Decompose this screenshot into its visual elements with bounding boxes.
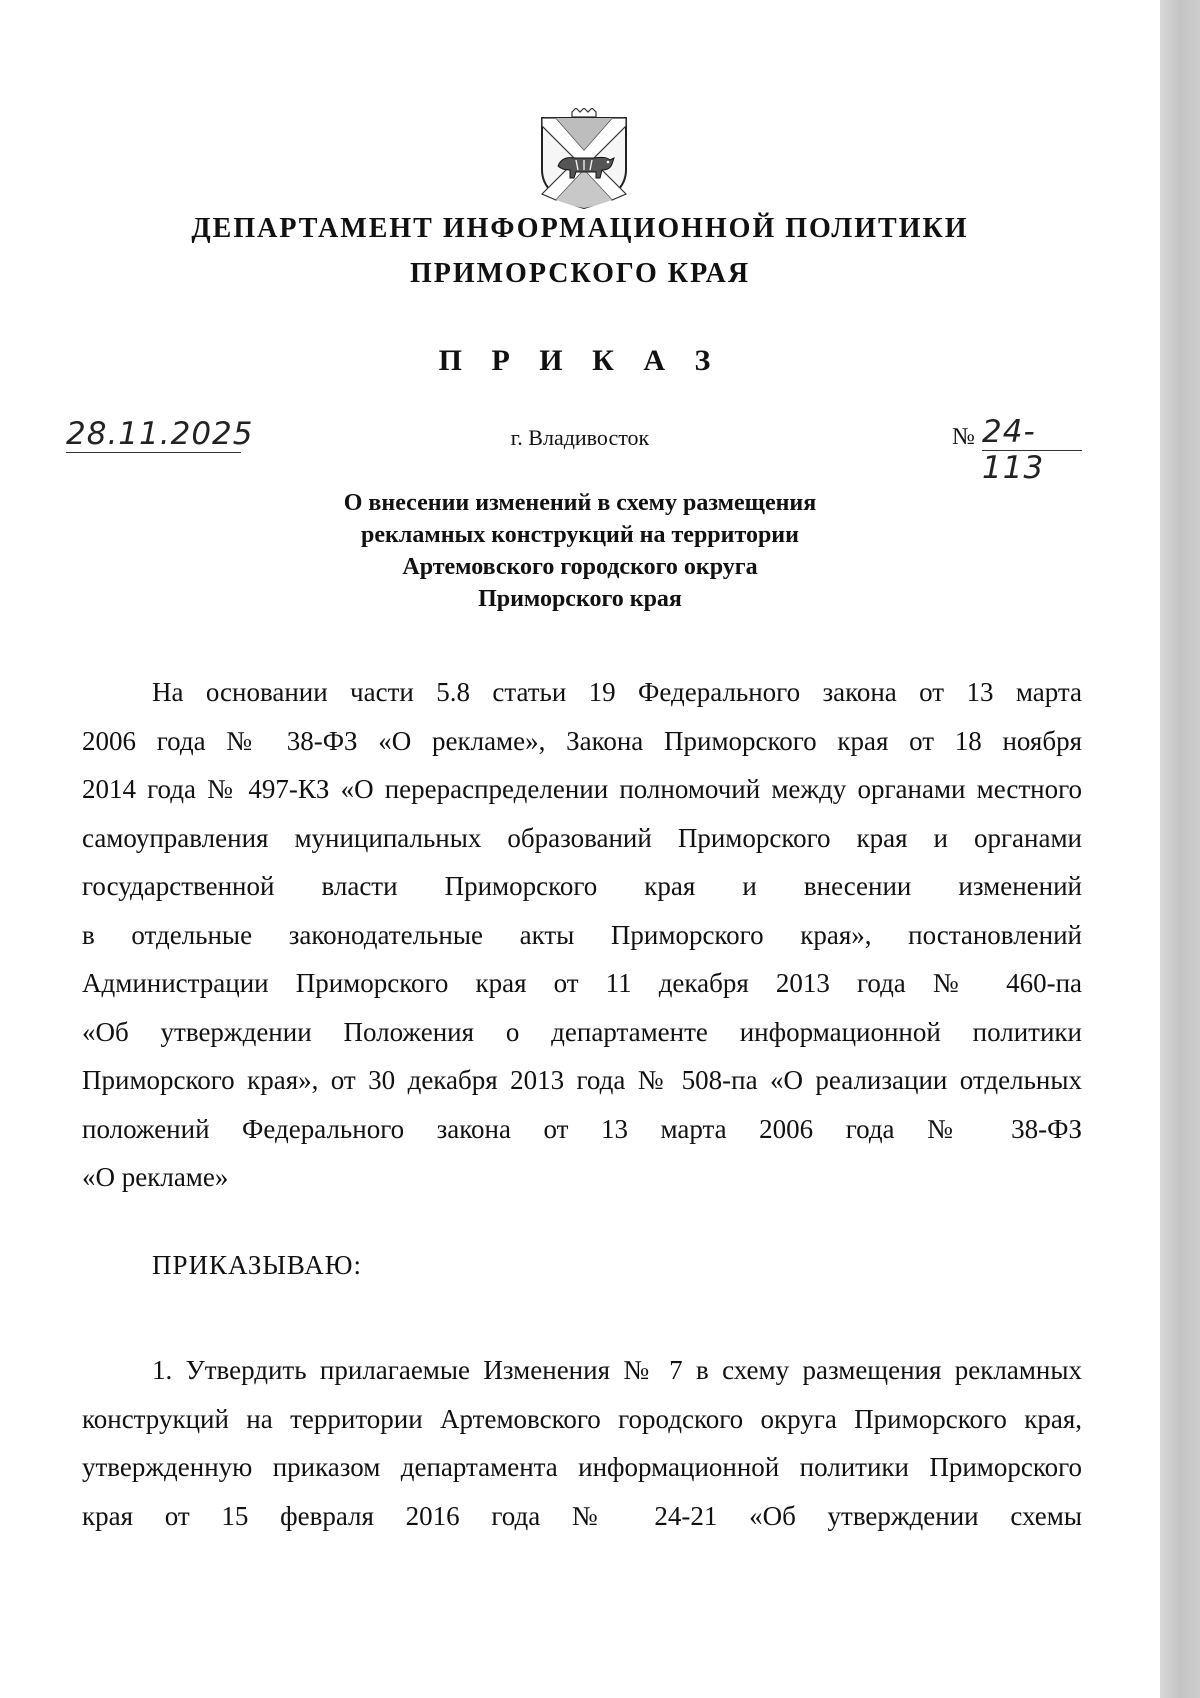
scan-edge-shadow <box>1160 0 1200 1698</box>
handwritten-date: 28.11.2025 <box>66 416 254 452</box>
item-1-line: 1. Утвердить прилагаемые Изменения № 7 в схему размещения рекламных <box>152 1355 1082 1385</box>
number-sign: № <box>952 424 975 450</box>
subject-line: рекламных конструкций на территории <box>361 522 799 548</box>
item-1-line: края от 15 февраля 2016 года № 24-21 «Об утверждении схемы <box>82 1500 1082 1531</box>
department-name-line-2: ПРИМОРСКОГО КРАЯ <box>409 258 751 289</box>
preamble-line: государственной власти Приморского края и внесении изменений <box>82 871 1082 901</box>
city-label: г. Владивосток <box>510 425 650 450</box>
preamble-line: Администрации Приморского края от 11 декабря 2013 года № 460-па <box>82 968 1082 998</box>
preamble-line: в отдельные законодательные акты Приморского края», постановлений <box>82 919 1082 950</box>
department-name-line-1: ДЕПАРТАМЕНТ ИНФОРМАЦИОННОЙ ПОЛИТИКИ <box>191 213 969 244</box>
primorsky-krai-coat-of-arms-icon <box>536 108 632 212</box>
preamble-paragraph <box>82 668 1082 1202</box>
preamble-line: Приморского края», от 30 декабря 2013 года № 508-па «О реализации отдельных <box>82 1065 1082 1095</box>
handwritten-order-number: 24-113 <box>982 414 1082 451</box>
subject-line: Артемовского городского округа <box>402 554 758 580</box>
preamble-line: положений Федерального закона от 13 марта 2006 года № 38-ФЗ <box>82 1113 1082 1144</box>
preamble-line: На основании части 5.8 статьи 19 Федерального закона от 13 марта <box>152 677 1082 707</box>
preamble-line: 2014 года № 497-КЗ «О перераспределении полномочий между органами местного <box>82 774 1082 804</box>
item-1-line: утвержденную приказом департамента информационной политики Приморского <box>82 1452 1082 1482</box>
subject-line: Приморского края <box>478 586 682 612</box>
preamble-line: «О рекламе» <box>82 1162 229 1192</box>
preamble-line: 2006 года № 38-ФЗ «О рекламе», Закона Приморского края от 18 ноября <box>82 725 1082 756</box>
order-subject <box>260 487 900 615</box>
preamble-line: «Об утверждении Положения о департаменте информационной политики <box>82 1016 1082 1047</box>
document-type-title: П Р И К А З <box>438 344 722 377</box>
item-1-line: конструкций на территории Артемовского городского округа Приморского края, <box>82 1403 1082 1434</box>
decree-word: ПРИКАЗЫВАЮ: <box>152 1250 362 1280</box>
item-1-paragraph <box>82 1346 1082 1540</box>
preamble-line: самоуправления муниципальных образований Приморского края и органами <box>82 822 1082 853</box>
subject-line: О внесении изменений в схему размещения <box>343 490 817 516</box>
